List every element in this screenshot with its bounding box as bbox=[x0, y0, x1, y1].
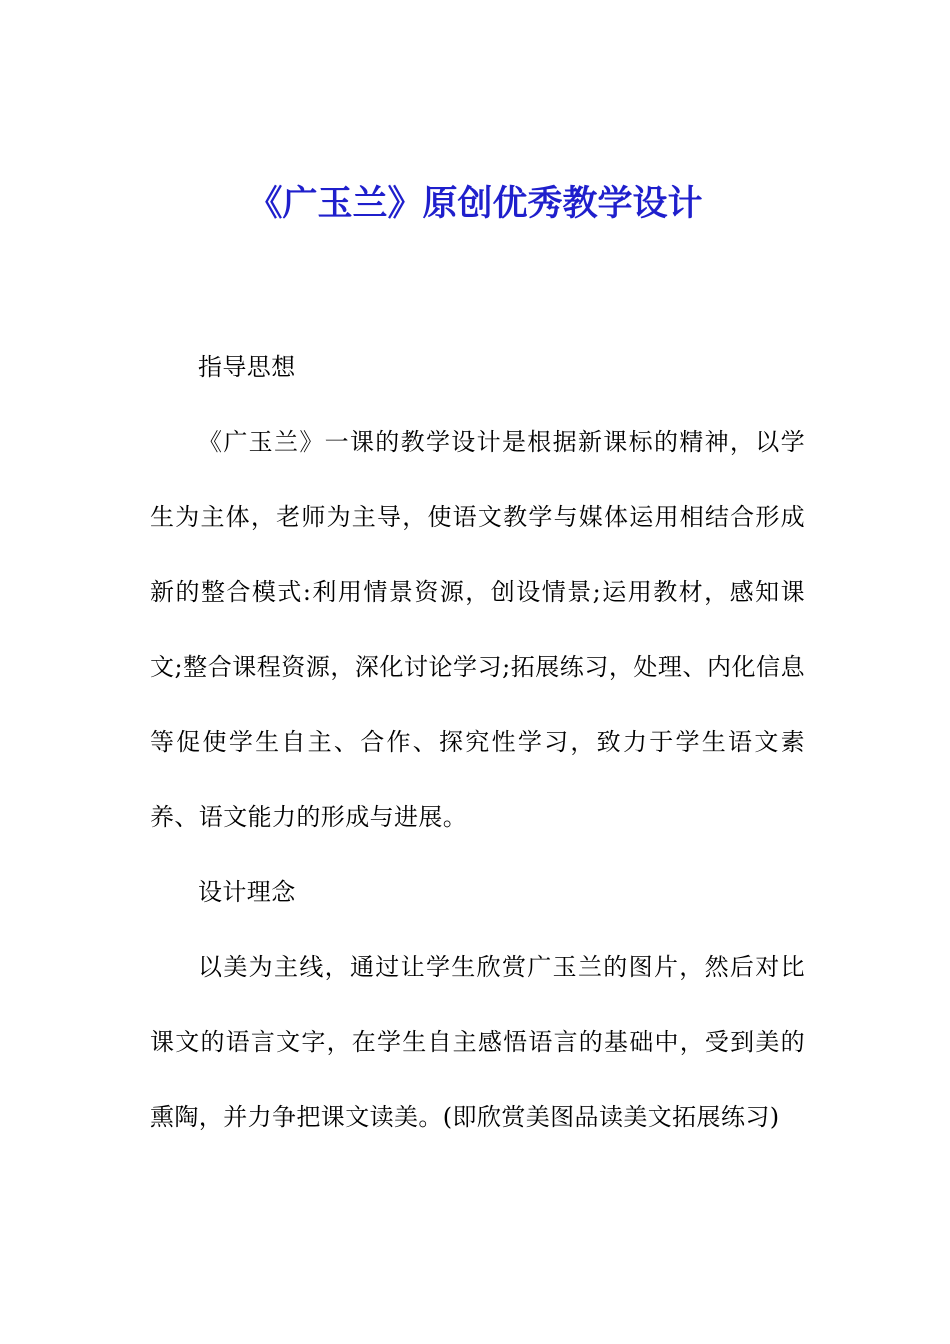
paragraph-design-concept: 以美为主线，通过让学生欣赏广玉兰的图片，然后对比课文的语言文字，在学生自主感悟语言的基础中，受到美的熏陶，并力争把课文读美。(即欣赏美图品读美文拓展练习) bbox=[150, 953, 805, 1131]
document-title: 《广玉兰》原创优秀教学设计 bbox=[247, 184, 703, 224]
paragraph-guiding-ideology: 《广玉兰》一课的教学设计是根据新课标的精神，以学生为主体，老师为主导，使语文教学与媒体运用相结合形成新的整合模式:利用情景资源，创设情景;运用教材，感知课文;整合课程资源，深化讨论学习;拓展练习，处理、内化信息等促使学生自主、合作、探究性学习，致力于学生语文素养、语文能力的形成与进展。 bbox=[150, 428, 805, 831]
section-heading-design-concept: 设计理念 bbox=[198, 878, 296, 906]
section-heading-guiding-ideology: 指导思想 bbox=[198, 353, 296, 381]
document-body bbox=[150, 330, 805, 1155]
